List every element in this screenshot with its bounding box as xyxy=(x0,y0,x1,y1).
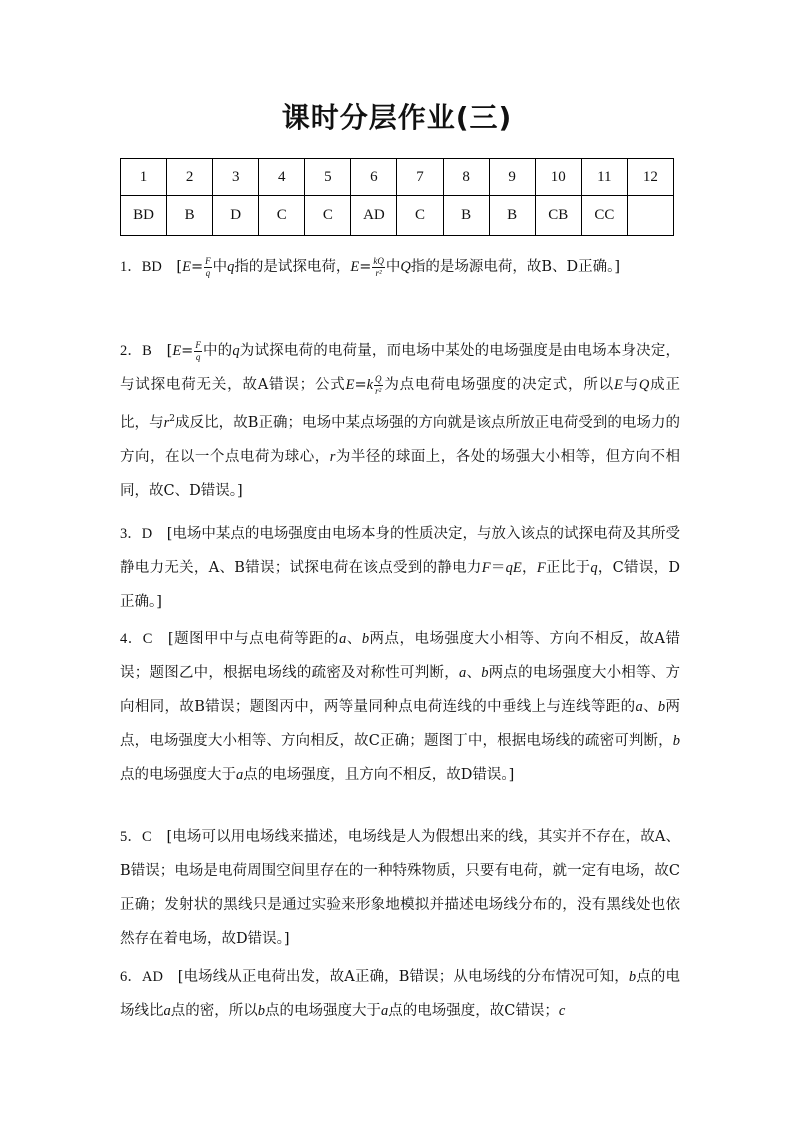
equals: = xyxy=(190,259,204,275)
text: 成反比，故B正确；电场中某点场强的方向就是该点所放正电荷受到的电场力的方向，在以一个点电荷为球心， xyxy=(120,415,681,465)
fraction xyxy=(374,374,383,397)
bracket: [ xyxy=(176,259,183,275)
text: 指的是场源电荷，故B、D正确。] xyxy=(410,259,621,275)
explanation-4 xyxy=(120,622,680,792)
question-number: 12 xyxy=(627,159,673,196)
text: 、 xyxy=(346,631,362,647)
question-number: 1 xyxy=(121,159,167,196)
variable: E xyxy=(172,343,182,359)
explanation-number: 4．C xyxy=(120,631,153,647)
question-number: 4 xyxy=(259,159,305,196)
variable: b xyxy=(361,631,370,647)
question-number: 7 xyxy=(397,159,443,196)
text: 中的 xyxy=(202,343,233,359)
text: [电场可以用电场线来描述，电场线是人为假想出来的线，其实并不存在，故A、B错误；电场是电荷周围空间里存在的一种特殊物质，只要有电荷，就一定有电场，故C正确；发射状的黑线只是通过实验来形象地模拟并描述电场线分布的，没有黑线处也依然存在着电场，故D错误。] xyxy=(120,829,681,947)
question-number: 8 xyxy=(443,159,489,196)
explanation-number: 1．BD xyxy=(120,259,162,275)
text: 、 xyxy=(466,665,482,681)
answer-table-header-row xyxy=(121,159,674,196)
fraction xyxy=(372,256,385,279)
variable: a xyxy=(236,767,244,783)
answer-cell: CC xyxy=(581,196,627,236)
explanation-1 xyxy=(120,250,680,284)
text: 点的电场强度大于 xyxy=(265,1003,381,1019)
answer-cell: BD xyxy=(121,196,167,236)
text: 两点的电场强度大小相等、方向相同，故B错误；题图丙中，两等量同种点电荷连线的中垂线上与连线等距的 xyxy=(120,665,681,715)
variable: E xyxy=(350,259,360,275)
text: 点的电场强度，故C错误； xyxy=(388,1003,559,1019)
text: ，C错误，D正确。] xyxy=(120,560,681,610)
explanation-number: 6．AD xyxy=(120,969,163,985)
variable: b xyxy=(628,969,637,985)
explanation-number: 2．B xyxy=(120,343,152,359)
answer-cell: C xyxy=(305,196,351,236)
text: [电场中某点的电场强度由电场本身的性质决定，与放入该点的试探电荷及其所受静电力无关，A、B错误；试探电荷在该点受到的静电力 xyxy=(120,526,681,576)
variable: qE xyxy=(505,560,522,576)
text: 为试探电荷的电荷量，而电场中某处的电场强度是由电场本身决定，与试探电荷无关，故A错误；公式 xyxy=(120,343,681,393)
question-number: 6 xyxy=(351,159,397,196)
explanation-3 xyxy=(120,517,680,619)
variable: q xyxy=(232,343,240,359)
answer-cell: D xyxy=(213,196,259,236)
explanation-5 xyxy=(120,820,680,956)
text: [题图甲中与点电荷等距的 xyxy=(167,631,340,647)
text: 指的是试探电荷， xyxy=(234,259,351,275)
variable: c xyxy=(558,1003,566,1019)
page-title: 课时分层作业(三) xyxy=(281,101,513,134)
explanation-2 xyxy=(120,334,680,508)
text: 两点，电场强度大小相等、方向相反，故C正确；题图丁中，根据电场线的疏密可判断， xyxy=(120,699,681,749)
text: 点的电场线比 xyxy=(120,969,680,1019)
variable: F xyxy=(536,560,546,576)
text: 两点，电场强度大小相等、方向不相反，故A错误；题图乙中，根据电场线的疏密及对称性可判断， xyxy=(120,631,680,681)
question-number: 9 xyxy=(489,159,535,196)
variable: b xyxy=(481,665,489,681)
text: 中 xyxy=(212,259,228,275)
variable: a xyxy=(635,699,643,715)
text: [电场线从正电荷出发，故A正确，B错误；从电场线的分布情况可知， xyxy=(177,969,629,985)
text: 点的电场强度大于 xyxy=(120,767,236,783)
numerator: Q xyxy=(375,373,382,384)
text: 中 xyxy=(385,259,401,275)
answer-cell: CB xyxy=(535,196,581,236)
fraction xyxy=(194,340,202,363)
answer-cell: B xyxy=(167,196,213,236)
text: ， xyxy=(521,560,537,576)
variable: F xyxy=(481,560,491,576)
answer-table-answer-row xyxy=(121,196,674,236)
text: 为点电荷电场强度的决定式，所以 xyxy=(383,377,614,393)
variable: Q xyxy=(638,377,650,393)
answer-cell: C xyxy=(259,196,305,236)
equals: ＝ xyxy=(490,560,506,576)
denominator: q xyxy=(195,351,201,362)
variable: q xyxy=(590,560,598,576)
denominator: r² xyxy=(375,385,382,396)
variable: Q xyxy=(400,259,411,275)
text: 点的电场强度，且方向不相反，故D错误。] xyxy=(243,767,515,783)
variable: a xyxy=(381,1003,389,1019)
superscript: 2 xyxy=(169,414,176,424)
variable: b xyxy=(257,1003,265,1019)
question-number: 2 xyxy=(167,159,213,196)
variable: a xyxy=(339,631,347,647)
numerator: F xyxy=(205,255,211,266)
answer-cell: B xyxy=(443,196,489,236)
explanation-number: 3．D xyxy=(120,526,153,542)
variable: k xyxy=(366,377,374,393)
text: 点的密，所以 xyxy=(170,1003,258,1019)
answer-cell: B xyxy=(489,196,535,236)
answer-cell: C xyxy=(397,196,443,236)
variable: r xyxy=(329,449,336,465)
variable: E xyxy=(345,377,355,393)
text: 成正比，与 xyxy=(120,377,681,431)
equals: = xyxy=(181,343,194,359)
answer-cell: AD xyxy=(351,196,397,236)
denominator: r² xyxy=(375,267,382,278)
explanation-number: 5．C xyxy=(120,829,152,845)
variable: r xyxy=(163,415,170,431)
answer-table xyxy=(120,158,674,236)
text: 与 xyxy=(622,377,639,393)
question-number: 3 xyxy=(213,159,259,196)
denominator: q xyxy=(205,267,211,278)
numerator: kQ xyxy=(373,255,384,266)
variable: a xyxy=(163,1003,171,1019)
text: 正比于 xyxy=(545,560,591,576)
text: 、 xyxy=(642,699,658,715)
answer-cell xyxy=(627,196,673,236)
equals: = xyxy=(354,377,367,393)
variable: b xyxy=(657,699,666,715)
variable: E xyxy=(613,377,623,393)
explanation-6 xyxy=(120,960,680,1028)
variable: q xyxy=(227,259,235,275)
bracket: [ xyxy=(166,343,173,359)
question-number: 11 xyxy=(581,159,627,196)
variable: b xyxy=(672,733,680,749)
question-number: 10 xyxy=(535,159,581,196)
numerator: F xyxy=(195,339,201,350)
text: 为半径的球面上，各处的场强大小相等，但方向不相同，故C、D错误。] xyxy=(120,449,681,499)
fraction xyxy=(204,256,212,279)
variable: a xyxy=(458,665,467,681)
variable: E xyxy=(182,259,191,275)
question-number: 5 xyxy=(305,159,351,196)
equals: = xyxy=(359,259,372,275)
